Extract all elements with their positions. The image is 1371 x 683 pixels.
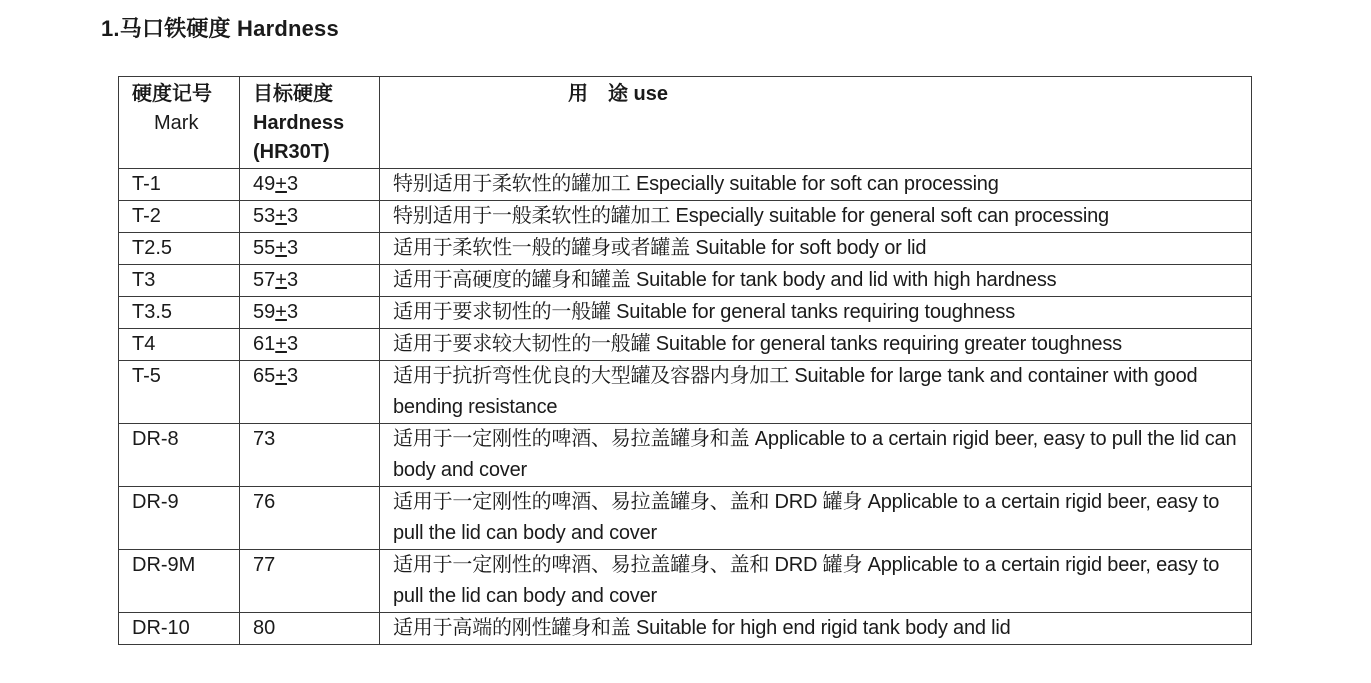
plus-minus-sign: + <box>275 365 287 387</box>
plus-minus-sign: + <box>275 173 287 195</box>
mark-cell: DR-8 <box>119 424 240 487</box>
mark-cell: T3 <box>119 265 240 297</box>
header-mark-cn: 硬度记号 <box>132 83 212 105</box>
table-row <box>119 424 1252 487</box>
use-cell: 适用于一定刚性的啤酒、易拉盖罐身、盖和 DRD 罐身 Applicable to a certain rigid beer, easy to pull the lid can body and cover <box>380 550 1252 613</box>
hardness-tolerance: 3 <box>286 333 299 355</box>
hardness-tolerance: 3 <box>286 205 299 227</box>
header-use-label: 用 途 use <box>568 83 669 105</box>
section-title: 1.马口铁硬度 Hardness <box>101 16 339 41</box>
hardness-tolerance: 3 <box>286 237 299 259</box>
hardness-table <box>118 76 1252 645</box>
hardness-base: 73 <box>253 428 276 450</box>
hardness-cell <box>240 487 380 550</box>
hardness-base: 77 <box>253 554 276 576</box>
hardness-base: 57 <box>253 269 276 291</box>
table-row <box>119 487 1252 550</box>
hardness-tolerance: 3 <box>286 173 299 195</box>
mark-cell: DR-9M <box>119 550 240 613</box>
plus-minus-sign: + <box>275 205 287 227</box>
header-mark <box>119 77 240 169</box>
hardness-base: 55 <box>253 237 276 259</box>
use-cell: 特别适用于柔软性的罐加工 Especially suitable for soft can processing <box>380 169 1252 201</box>
hardness-cell <box>240 233 380 265</box>
plus-minus-sign: + <box>275 269 287 291</box>
use-cell: 适用于高硬度的罐身和罐盖 Suitable for tank body and lid with high hardness <box>380 265 1252 297</box>
use-cell: 适用于柔软性一般的罐身或者罐盖 Suitable for soft body or lid <box>380 233 1252 265</box>
hardness-base: 49 <box>253 173 276 195</box>
use-cell: 特别适用于一般柔软性的罐加工 Especially suitable for general soft can processing <box>380 201 1252 233</box>
table-header-row <box>119 77 1252 169</box>
mark-cell: T-2 <box>119 201 240 233</box>
table-row <box>119 169 1252 201</box>
table-row <box>119 265 1252 297</box>
mark-cell: DR-10 <box>119 613 240 645</box>
plus-minus-sign: + <box>275 301 287 323</box>
plus-minus-sign: + <box>275 333 287 355</box>
table-row <box>119 550 1252 613</box>
mark-cell: T-1 <box>119 169 240 201</box>
header-hardness <box>240 77 380 169</box>
header-hardness-cn: 目标硬度 <box>253 83 333 105</box>
use-cell: 适用于高端的刚性罐身和盖 Suitable for high end rigid tank body and lid <box>380 613 1252 645</box>
table-row <box>119 233 1252 265</box>
hardness-base: 80 <box>253 617 276 639</box>
header-hardness-en: Hardness <box>253 112 345 134</box>
header-mark-en: Mark <box>154 112 199 134</box>
hardness-cell <box>240 424 380 487</box>
hardness-cell <box>240 201 380 233</box>
hardness-base: 53 <box>253 205 276 227</box>
header-use <box>380 77 1252 169</box>
table-row <box>119 329 1252 361</box>
hardness-base: 59 <box>253 301 276 323</box>
hardness-tolerance: 3 <box>286 269 299 291</box>
mark-cell: T2.5 <box>119 233 240 265</box>
hardness-cell <box>240 613 380 645</box>
hardness-base: 76 <box>253 491 276 513</box>
use-cell: 适用于一定刚性的啤酒、易拉盖罐身和盖 Applicable to a certain rigid beer, easy to pull the lid can body and cover <box>380 424 1252 487</box>
mark-cell: T4 <box>119 329 240 361</box>
use-cell: 适用于要求较大韧性的一般罐 Suitable for general tanks requiring greater toughness <box>380 329 1252 361</box>
use-cell: 适用于要求韧性的一般罐 Suitable for general tanks requiring toughness <box>380 297 1252 329</box>
plus-minus-sign: + <box>275 237 287 259</box>
use-cell: 适用于抗折弯性优良的大型罐及容器内身加工 Suitable for large tank and container with good bending resistance <box>380 361 1252 424</box>
hardness-cell <box>240 265 380 297</box>
table-row <box>119 613 1252 645</box>
hardness-cell <box>240 169 380 201</box>
mark-cell: T-5 <box>119 361 240 424</box>
table-row <box>119 361 1252 424</box>
hardness-cell <box>240 297 380 329</box>
header-hardness-unit: (HR30T) <box>253 141 330 163</box>
hardness-tolerance: 3 <box>286 365 299 387</box>
hardness-base: 61 <box>253 333 276 355</box>
use-cell: 适用于一定刚性的啤酒、易拉盖罐身、盖和 DRD 罐身 Applicable to a certain rigid beer, easy to pull the lid can body and cover <box>380 487 1252 550</box>
hardness-cell <box>240 329 380 361</box>
hardness-base: 65 <box>253 365 276 387</box>
hardness-cell <box>240 550 380 613</box>
hardness-cell <box>240 361 380 424</box>
mark-cell: T3.5 <box>119 297 240 329</box>
mark-cell: DR-9 <box>119 487 240 550</box>
table-row <box>119 201 1252 233</box>
hardness-tolerance: 3 <box>286 301 299 323</box>
table-row <box>119 297 1252 329</box>
